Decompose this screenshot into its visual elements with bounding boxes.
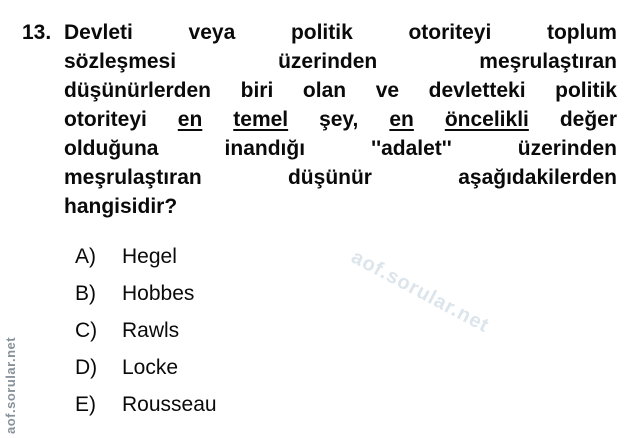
question-word: politik	[290, 21, 353, 44]
question-word: devletteki	[428, 79, 526, 102]
watermark-left-vertical: aof.sorular.net	[3, 336, 18, 434]
question-word: olan	[302, 79, 347, 102]
option-A[interactable]	[75, 245, 475, 269]
question-word: inandığı	[224, 137, 306, 160]
question-word: hangisidir?	[64, 195, 178, 218]
question-line	[64, 134, 617, 163]
question-word-underlined: en	[389, 108, 414, 131]
question-word: meşrulaştıran	[479, 50, 617, 73]
question-text	[64, 18, 617, 221]
question-word: üzerinden	[278, 50, 378, 73]
question-word: sözleşmesi	[64, 50, 177, 73]
watermark-center-diagonal: aof.sorular.net	[347, 246, 493, 338]
question-word: değer	[559, 108, 617, 131]
option-D[interactable]	[75, 356, 475, 380]
question-word: düşünürlerden	[64, 79, 212, 102]
question-word-underlined: en	[177, 108, 203, 131]
option-E[interactable]	[75, 393, 475, 417]
question-word-underlined: öncelikli	[444, 108, 529, 131]
question-line	[64, 76, 617, 105]
option-letter: E)	[75, 393, 96, 416]
option-B[interactable]	[75, 282, 475, 306]
option-text: Rawls	[122, 319, 180, 342]
option-letter: B)	[75, 282, 96, 305]
question-word: ''adalet''	[371, 137, 452, 160]
question-line	[64, 105, 617, 134]
question-line	[64, 163, 617, 192]
option-letter: D)	[75, 356, 98, 379]
option-letter: C)	[75, 319, 98, 342]
question-word: Devleti	[64, 21, 133, 44]
question-word: otoriteyi	[64, 108, 147, 131]
question-word: otoriteyi	[408, 21, 492, 44]
question-number: 13.	[22, 21, 52, 44]
question-word: toplum	[546, 21, 617, 44]
question-word: şey,	[319, 108, 359, 131]
question-word: üzerinden	[517, 137, 617, 160]
question-word-underlined: temel	[233, 108, 289, 131]
question-word: veya	[188, 21, 236, 44]
option-text: Rousseau	[122, 393, 217, 416]
option-text: Hobbes	[122, 282, 195, 305]
question-word: meşrulaştıran	[64, 166, 202, 189]
option-C[interactable]	[75, 319, 475, 343]
option-text: Locke	[122, 356, 179, 379]
question-line	[64, 18, 617, 47]
question-line	[64, 47, 617, 76]
option-text: Hegel	[122, 245, 177, 268]
option-letter: A)	[75, 245, 96, 268]
question-word: politik	[555, 79, 617, 102]
question-word: biri	[240, 79, 274, 102]
question-word: olduğuna	[64, 137, 159, 160]
question-word: aşağıdakilerden	[458, 166, 617, 189]
question-line	[64, 192, 617, 221]
question-word: ve	[375, 79, 400, 102]
options-list	[75, 245, 475, 430]
question-word: düşünür	[287, 166, 372, 189]
